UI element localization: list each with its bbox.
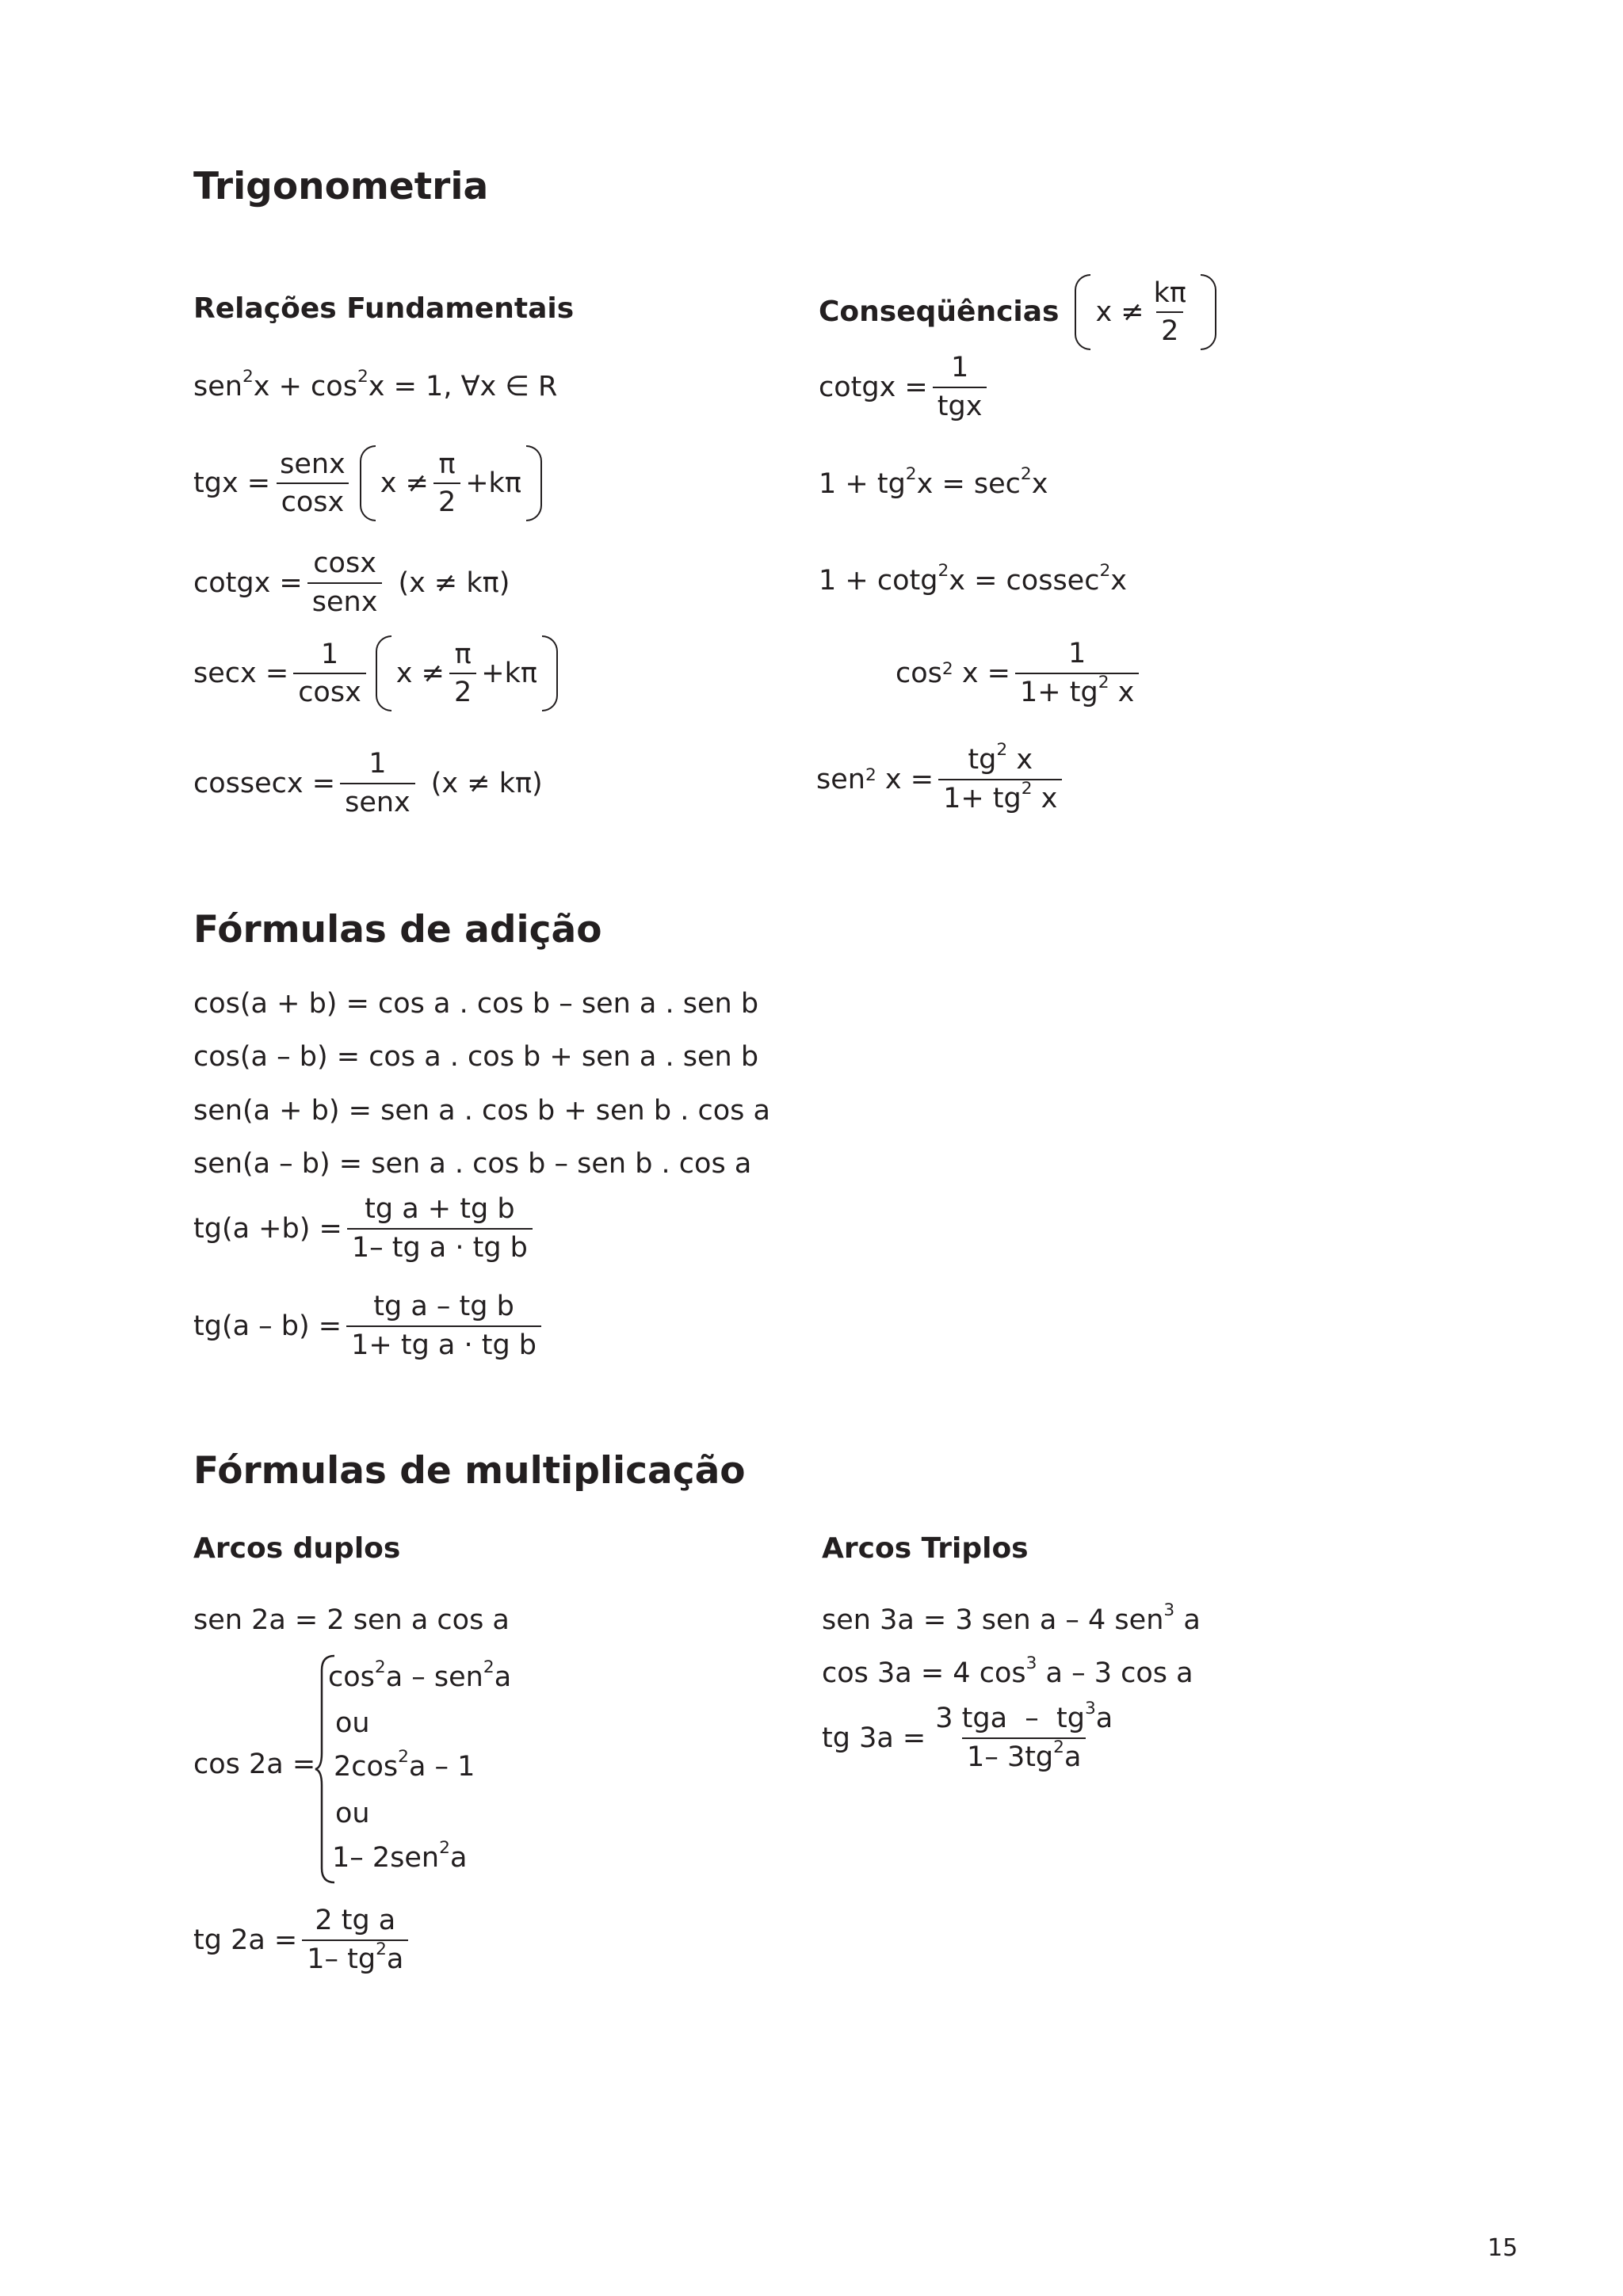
page-number: 15 (1487, 2234, 1518, 2262)
cos-2a-option-2: $2\cos^2a - 1$ (334, 1747, 475, 1783)
formula-cos-diferenca: cos(a – b) = cos a . cos b + sen a . sen b (193, 1041, 759, 1073)
formula-tg-soma: tg(a +b) = $\frac{\text{tg a + tg b}}{\text{1– tg a · tg b}}$ (193, 1194, 537, 1263)
formula-sen-2a: sen 2a = 2 sen a cos a (193, 1604, 510, 1636)
heading-formulas-adicao: Fórmulas de adição (193, 908, 602, 952)
cos-2a-ou-2: ou (335, 1798, 370, 1829)
formula-sen-diferenca: sen(a – b) = sen a . cos b – sen b . cos a (193, 1148, 752, 1180)
formula-tg-3a: tg 3a = $\frac{3 tga - tg^3a}{1- 3tg^2a}$ (822, 1699, 1113, 1773)
identity-sec: $1 + tg^2x = \sec^2x$ (819, 464, 1048, 500)
formula-tg-diferenca: tg(a – b) = $\frac{\text{tg a – tg b}}{\text{1+ tg a · tg b}}$ (193, 1291, 546, 1360)
formula-cos2x: cos $^2$ x = $\frac{1}{1+ tg^2 x}$ (896, 639, 1144, 707)
formula-cos-soma: cos(a + b) = cos a . cos b – sen a . sen b (193, 988, 759, 1020)
cos-2a-ou-1: ou (335, 1707, 370, 1739)
cos-2a-option-1: $\cos^2a - sen^2a$ (328, 1657, 512, 1693)
identity-cossec: 1 + cotg$^2$x = cossec$^2$x (819, 561, 1127, 597)
formula-cos-2a-lhs: cos 2a = (193, 1749, 316, 1780)
page-title: Trigonometria (193, 165, 489, 208)
heading-formulas-multiplicacao: Fórmulas de multiplicação (193, 1449, 746, 1493)
formula-cos-3a: cos 3a = 4 $\cos^3 a - 3$ cos a (822, 1653, 1193, 1689)
heading-arcos-duplos: Arcos duplos (193, 1532, 401, 1565)
cos-2a-option-3: 1– 2sen$^2$a (332, 1838, 468, 1874)
identity-pythagorean: $sen^2x + \cos^2x = 1$, ∀x ∈ R (193, 367, 558, 402)
formula-sen-3a: sen 3a = 3 sen a – 4 sen$^3$ a (822, 1600, 1201, 1636)
formula-cossecx: cossecx = $\frac{1}{\text{senx}}$ (x ≠ kπ) (193, 748, 543, 818)
formula-tgx: tgx = $\frac{\text{senx}}{\cos x}$ x ≠ $\frac{\pi}{2}$ +kπ (193, 445, 547, 521)
formula-secx: secx = $\frac{1}{\cos x}$ x ≠ $\frac{\pi}{2}$ +kπ (193, 635, 563, 711)
formula-tg-2a: tg 2a = $\frac{\text{2 tg a}}{1- tg^2a}$ (193, 1905, 413, 1974)
heading-arcos-triplos: Arcos Triplos (822, 1532, 1029, 1565)
heading-consequencias: Conseqüências x ≠ $\frac{k\pi}{2}$ (819, 274, 1221, 350)
formula-cotgx-consequencia: cotgx = $\frac{1}{\text{tgx}}$ (819, 353, 991, 421)
formula-cotgx: cotgx = $\frac{\cos x}{\text{senx}}$ (x ≠ kπ) (193, 547, 510, 618)
formula-sen2x: sen $^2$ x = $\frac{tg^2 x}{1+ tg^2 x}$ (816, 745, 1067, 814)
formula-sen-soma: sen(a + b) = sen a . cos b + sen b . cos a (193, 1095, 770, 1127)
heading-relacoes-fundamentais: Relações Fundamentais (193, 292, 575, 325)
